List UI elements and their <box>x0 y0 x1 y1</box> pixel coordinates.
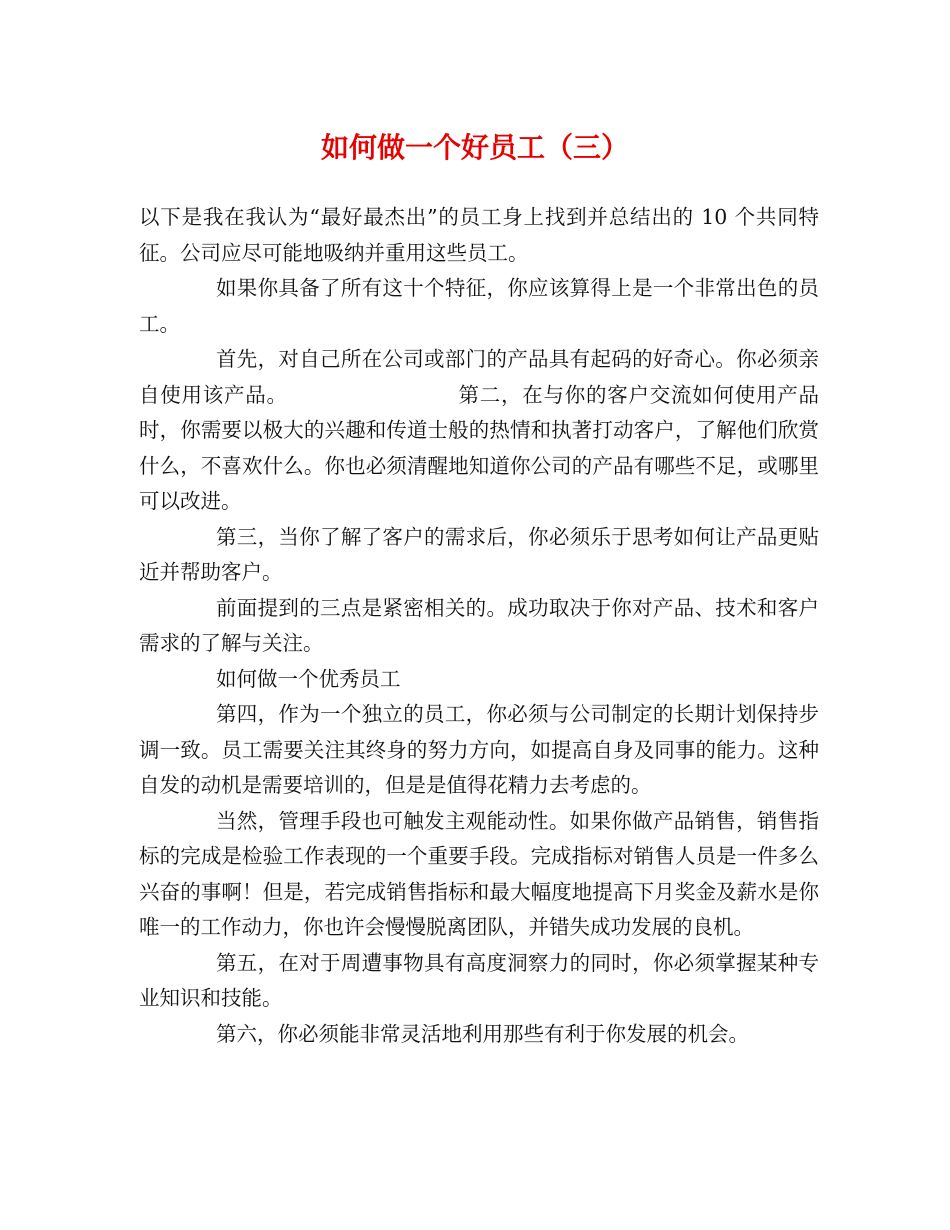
document-title: 如何做一个好员工（三） <box>320 131 629 164</box>
paragraph-ten-traits: 如果你具备了所有这十个特征，你应该算得上是一个非常出色的员工。 <box>139 276 819 336</box>
document-body <box>139 200 819 1052</box>
paragraph-management: 当然，管理手段也可触发主观能动性。如果你做产品销售，销售指标的完成是检验工作表现的一个重要手段。完成指标对销售人员是一件多么兴奋的事啊！但是，若完成销售指标和最大幅度地提高下月奖金及薪水是你唯一的工作动力，你也许会慢慢脱离团队，并错失成功发展的良机。 <box>139 808 819 939</box>
paragraph-third: 第三，当你了解了客户的需求后，你必须乐于思考如何让产品更贴近并帮助客户。 <box>139 524 819 584</box>
paragraph-fourth: 第四，作为一个独立的员工，你必须与公司制定的长期计划保持步调一致。员工需要关注其终身的努力方向，如提高自身及同事的能力。这种自发的动机是需要培训的，但是是值得花精力去考虑的。 <box>139 702 819 797</box>
paragraph-intro: 以下是我在我认为“最好最杰出”的员工身上找到并总结出的 10 个共同特征。公司应尽可能地吸纳并重用这些员工。 <box>139 205 819 265</box>
paragraph-second-text: 第二，在与你的客户交流如何使用产品时，你需要以极大的兴趣和传道士般的热情和执著打动客户，了解他们欣赏什么，不喜欢什么。你也必须清醒地知道你公司的产品有哪些不足，或哪里可以改进。 <box>139 382 819 513</box>
paragraph-summary: 前面提到的三点是紧密相关的。成功取决于你对产品、技术和客户需求的了解与关注。 <box>139 595 819 655</box>
paragraph-first-text: 首先，对自己所在公司或部门的产品具有起码的好奇心。你必须亲自使用该产品。 <box>139 347 819 407</box>
paragraph-first-second <box>139 342 819 520</box>
paragraph-fifth: 第五，在对于周遭事物具有高度洞察力的同时，你必须掌握某种专业知识和技能。 <box>139 950 819 1010</box>
paragraph-sixth: 第六，你必须能非常灵活地利用那些有利于你发展的机会。 <box>216 1021 749 1046</box>
paragraph-subheading: 如何做一个优秀员工 <box>216 666 401 691</box>
